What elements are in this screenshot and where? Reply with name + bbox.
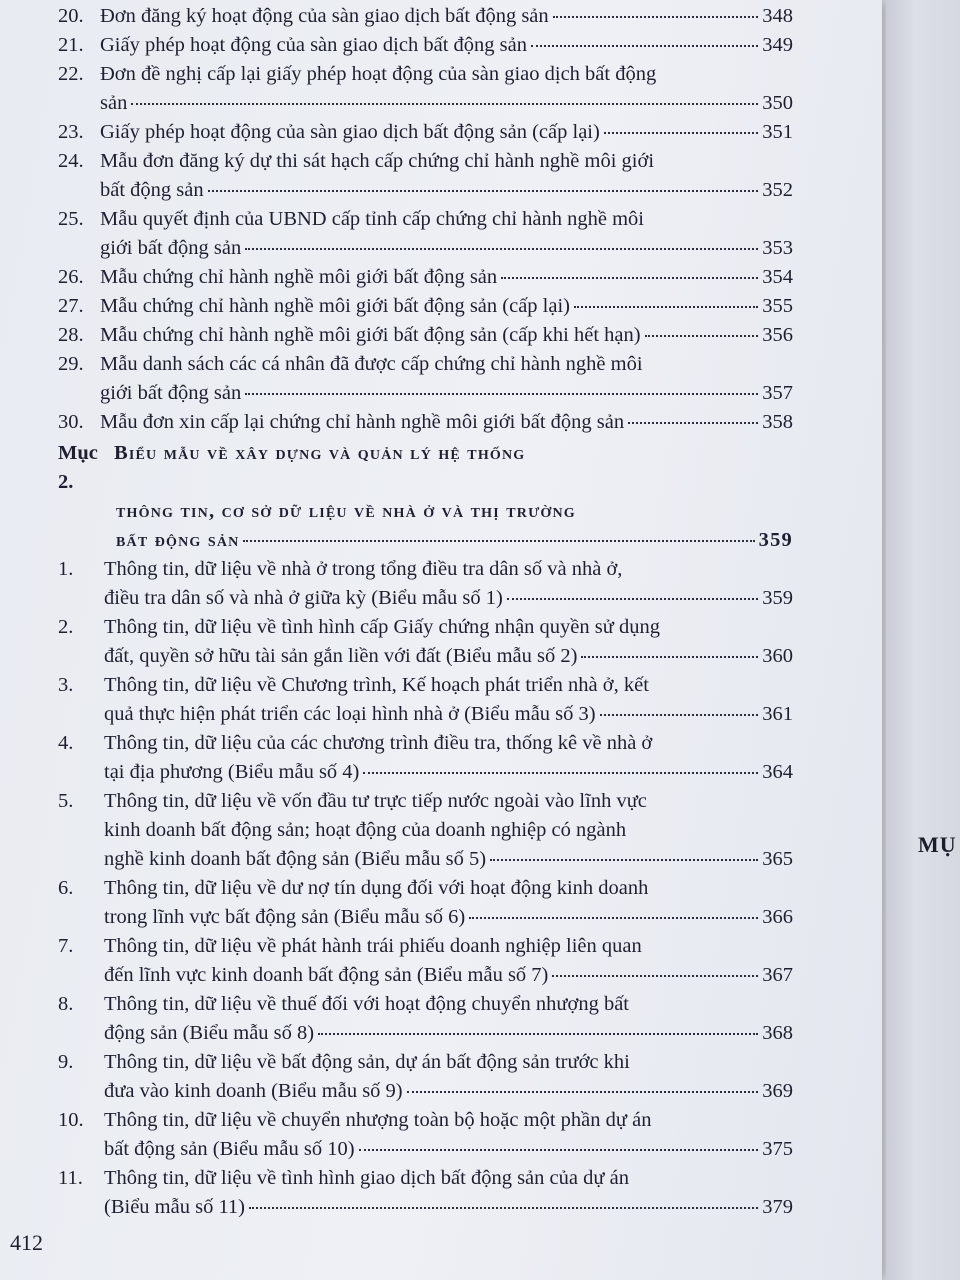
entry-title: Mẫu đơn xin cấp lại chứng chỉ hành nghề môi giới bất động sản — [100, 411, 625, 433]
entry-title: giới bất động sản — [100, 382, 242, 404]
entry-page-number: 349 — [762, 34, 793, 56]
toc-entry — [58, 1164, 793, 1222]
entry-page-number: 368 — [762, 1022, 793, 1044]
entry-page-number: 350 — [762, 92, 793, 114]
entry-page-number: 353 — [762, 237, 793, 259]
entry-number: 3. — [58, 674, 74, 696]
entry-number: 28. — [58, 324, 84, 346]
facing-page-heading: MỤ — [918, 832, 957, 857]
dot-leader — [407, 1091, 759, 1093]
entry-title: Giấy phép hoạt động của sàn giao dịch bất động sản — [100, 34, 527, 56]
entry-page-number: 364 — [762, 761, 793, 783]
entry-title: quả thực hiện phát triển các loại hình nhà ở (Biểu mẫu số 3) — [104, 703, 596, 725]
entry-number: 24. — [58, 150, 84, 172]
facing-page-edge — [886, 0, 960, 1280]
entry-title-line: Mẫu danh sách các cá nhân đã được cấp chứng chỉ hành nghề môi — [100, 353, 643, 375]
entry-title: giới bất động sản — [100, 237, 242, 259]
entry-title-line: Thông tin, dữ liệu về tình hình cấp Giấy chứng nhận quyền sử dụng — [104, 616, 660, 638]
entry-page-number: 355 — [762, 295, 793, 317]
toc-entry — [58, 263, 793, 292]
entry-page-number: 359 — [762, 587, 793, 609]
section-title-line-1: Biểu mẫu về xây dựng và quản lý hệ thống — [114, 442, 526, 464]
entry-number: 8. — [58, 993, 74, 1015]
section-page-number: 359 — [758, 529, 793, 551]
dot-leader — [243, 540, 754, 542]
entry-title-line: Thông tin, dữ liệu về vốn đầu tư trực tiếp nước ngoài vào lĩnh vực — [104, 790, 647, 812]
entry-page-number: 356 — [762, 324, 793, 346]
entry-number: 11. — [58, 1167, 83, 1189]
entry-title: tại địa phương (Biểu mẫu số 4) — [104, 761, 360, 783]
entry-title: Mẫu chứng chỉ hành nghề môi giới bất động sản (cấp khi hết hạn) — [100, 324, 641, 346]
entry-title: Mẫu chứng chỉ hành nghề môi giới bất động sản (cấp lại) — [100, 295, 570, 317]
entry-page-number: 354 — [762, 266, 793, 288]
entry-number: 2. — [58, 616, 74, 638]
entry-page-number: 358 — [762, 411, 793, 433]
entry-page-number: 369 — [762, 1080, 793, 1102]
dot-leader — [249, 1207, 758, 1209]
dot-leader — [490, 859, 758, 861]
entry-number: 10. — [58, 1109, 84, 1131]
toc-entry — [58, 147, 793, 205]
toc-entry — [58, 787, 793, 874]
dot-leader — [501, 277, 758, 279]
dot-leader — [531, 45, 758, 47]
dot-leader — [363, 772, 758, 774]
toc-entry — [58, 60, 793, 118]
dot-leader — [469, 917, 758, 919]
entry-number: 1. — [58, 558, 74, 580]
entry-title-line: Thông tin, dữ liệu của các chương trình điều tra, thống kê về nhà ở — [104, 732, 653, 754]
entry-title: bất động sản — [100, 179, 204, 201]
entry-number: 6. — [58, 877, 74, 899]
entry-title: Mẫu chứng chỉ hành nghề môi giới bất động sản — [100, 266, 498, 288]
dot-leader — [245, 393, 758, 395]
entry-title-line: Thông tin, dữ liệu về phát hành trái phiếu doanh nghiệp liên quan — [104, 935, 642, 957]
entry-page-number: 375 — [762, 1138, 793, 1160]
toc-entry — [58, 118, 793, 147]
entry-page-number: 361 — [762, 703, 793, 725]
entry-number: 20. — [58, 5, 84, 27]
entry-number: 21. — [58, 34, 84, 56]
entry-page-number: 351 — [762, 121, 793, 143]
entry-number: 25. — [58, 208, 84, 230]
toc-entry — [58, 321, 793, 350]
entry-number: 27. — [58, 295, 84, 317]
dot-leader — [208, 190, 759, 192]
dot-leader — [552, 975, 758, 977]
entry-number: 26. — [58, 266, 84, 288]
toc-entry — [58, 2, 793, 31]
dot-leader — [553, 16, 759, 18]
toc-entry — [58, 874, 793, 932]
toc-entry — [58, 613, 793, 671]
entry-number: 22. — [58, 63, 84, 85]
toc-entry — [58, 1106, 793, 1164]
dot-leader — [581, 656, 758, 658]
entry-title-line: Thông tin, dữ liệu về Chương trình, Kế hoạch phát triển nhà ở, kết — [104, 674, 649, 696]
entry-page-number: 367 — [762, 964, 793, 986]
toc-entry — [58, 729, 793, 787]
entry-page-number: 348 — [762, 5, 793, 27]
table-of-contents — [58, 2, 793, 1222]
entry-title: điều tra dân số và nhà ở giữa kỳ (Biểu mẫu số 1) — [104, 587, 503, 609]
dot-leader — [318, 1033, 758, 1035]
dot-leader — [574, 306, 758, 308]
dot-leader — [507, 598, 758, 600]
entry-title: Giấy phép hoạt động của sàn giao dịch bất động sản (cấp lại) — [100, 121, 600, 143]
entry-number: 29. — [58, 353, 84, 375]
entry-title-line: Đơn đề nghị cấp lại giấy phép hoạt động của sàn giao dịch bất động — [100, 63, 657, 85]
toc-entry — [58, 31, 793, 60]
toc-list-forms — [58, 2, 793, 437]
entry-title: đến lĩnh vực kinh doanh bất động sản (Biểu mẫu số 7) — [104, 964, 549, 986]
entry-number: 9. — [58, 1051, 74, 1073]
entry-title-line: Thông tin, dữ liệu về tình hình giao dịch bất động sản của dự án — [104, 1167, 629, 1189]
entry-title: đưa vào kinh doanh (Biểu mẫu số 9) — [104, 1080, 403, 1102]
entry-title-line: Thông tin, dữ liệu về nhà ở trong tổng điều tra dân số và nhà ở, — [104, 558, 623, 580]
dot-leader — [131, 103, 758, 105]
toc-entry — [58, 671, 793, 729]
entry-title: đất, quyền sở hữu tài sản gắn liền với đất (Biểu mẫu số 2) — [104, 645, 578, 667]
entry-number: 30. — [58, 411, 84, 433]
entry-title-line: Thông tin, dữ liệu về thuế đối với hoạt động chuyển nhượng bất — [104, 993, 630, 1015]
section-title-line-2: thông tin, cơ sở dữ liệu về nhà ở và thị trường — [116, 500, 576, 522]
toc-entry — [58, 990, 793, 1048]
entry-title-line: Thông tin, dữ liệu về bất động sản, dự án bất động sản trước khi — [104, 1051, 630, 1073]
entry-number: 23. — [58, 121, 84, 143]
entry-title: sản — [100, 92, 128, 114]
entry-title-line: Mẫu quyết định của UBND cấp tỉnh cấp chứng chỉ hành nghề môi — [100, 208, 644, 230]
dot-leader — [359, 1149, 759, 1151]
toc-entry — [58, 555, 793, 613]
entry-title: nghề kinh doanh bất động sản (Biểu mẫu số 5) — [104, 848, 487, 870]
page-folio: 412 — [10, 1230, 43, 1255]
entry-page-number: 365 — [762, 848, 793, 870]
entry-page-number: 379 — [762, 1196, 793, 1218]
section-title-line-3: bất động sản — [116, 529, 240, 551]
dot-leader — [604, 132, 758, 134]
entry-title: trong lĩnh vực bất động sản (Biểu mẫu số 6) — [104, 906, 466, 928]
dot-leader — [645, 335, 759, 337]
section-heading — [58, 439, 793, 555]
toc-list-data-forms — [58, 555, 793, 1222]
entry-page-number: 366 — [762, 906, 793, 928]
dot-leader — [245, 248, 758, 250]
entry-title-line: kinh doanh bất động sản; hoạt động của doanh nghiệp có ngành — [104, 819, 627, 841]
toc-entry — [58, 1048, 793, 1106]
dot-leader — [600, 714, 759, 716]
entry-page-number: 352 — [762, 179, 793, 201]
toc-entry — [58, 408, 793, 437]
entry-number: 4. — [58, 732, 74, 754]
toc-entry — [58, 205, 793, 263]
entry-title-line: Thông tin, dữ liệu về dư nợ tín dụng đối với hoạt động kinh doanh — [104, 877, 649, 899]
entry-title-line: Thông tin, dữ liệu về chuyển nhượng toàn bộ hoặc một phần dự án — [104, 1109, 652, 1131]
entry-number: 5. — [58, 790, 74, 812]
dot-leader — [628, 422, 758, 424]
toc-entry — [58, 292, 793, 321]
entry-number: 7. — [58, 935, 74, 957]
entry-title: bất động sản (Biểu mẫu số 10) — [104, 1138, 355, 1160]
section-marker: Mục 2. — [58, 442, 98, 493]
entry-page-number: 360 — [762, 645, 793, 667]
entry-page-number: 357 — [762, 382, 793, 404]
toc-entry — [58, 932, 793, 990]
toc-entry — [58, 350, 793, 408]
entry-title-line: Mẫu đơn đăng ký dự thi sát hạch cấp chứng chỉ hành nghề môi giới — [100, 150, 655, 172]
entry-title: (Biểu mẫu số 11) — [104, 1196, 246, 1218]
entry-title: Đơn đăng ký hoạt động của sàn giao dịch bất động sản — [100, 5, 549, 27]
entry-title: động sản (Biểu mẫu số 8) — [104, 1022, 315, 1044]
